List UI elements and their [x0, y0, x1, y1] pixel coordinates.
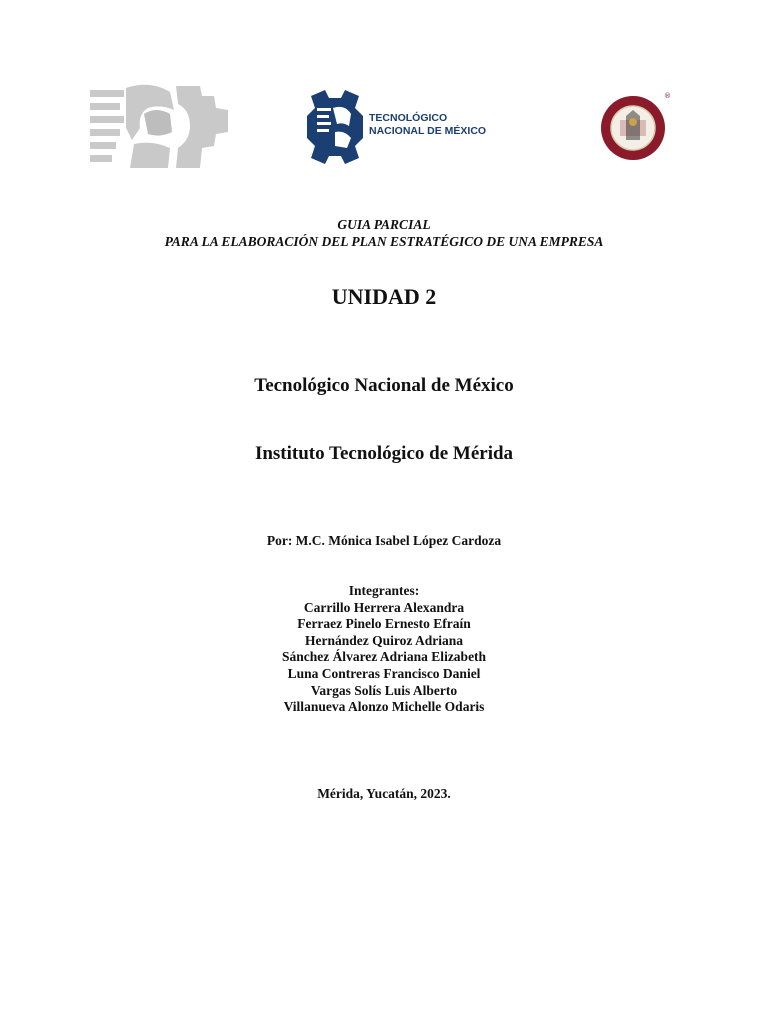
member-name: Luna Contreras Francisco Daniel [287, 665, 481, 681]
institution-national: Tecnológico Nacional de México [254, 375, 514, 396]
guide-title-line2: PARA LA ELABORACIÓN DEL PLAN ESTRATÉGICO DE UNA EMPRESA [164, 234, 604, 249]
member-name: Villanueva Alonzo Michelle Odaris [283, 699, 485, 715]
tecnm-logo-line2: NACIONAL DE MÉXICO [369, 125, 487, 137]
registered-mark: ® [664, 92, 671, 100]
tec-eagle-gear-gray-logo [90, 84, 230, 170]
members-heading: Integrantes: [348, 583, 420, 598]
tecnm-logo-text [369, 112, 486, 138]
place-date: Mérida, Yucatán, 2023. [317, 786, 451, 801]
member-name: Carrillo Herrera Alexandra [303, 599, 465, 615]
tecnm-logo [305, 86, 495, 168]
member-name: Ferraez Pinelo Ernesto Efraín [297, 616, 471, 632]
member-name: Hernández Quiroz Adriana [304, 632, 463, 648]
members-block [0, 583, 768, 716]
member-name: Sánchez Álvarez Adriana Elizabeth [281, 649, 487, 665]
tecnm-eagle-gear-icon [305, 86, 365, 168]
guide-title-line1: GUIA PARCIAL [337, 217, 431, 232]
guide-title [0, 216, 768, 250]
member-name: Vargas Solís Luis Alberto [310, 682, 458, 698]
logo-bar [0, 80, 768, 180]
institution-merida: Instituto Tecnológico de Mérida [254, 443, 514, 464]
author-line: Por: M.C. Mónica Isabel López Cardoza [266, 533, 502, 548]
tecnm-logo-line1: TECNOLÓGICO [369, 112, 448, 124]
unit-title: UNIDAD 2 [331, 284, 437, 309]
itmerida-seal-logo [598, 92, 671, 162]
